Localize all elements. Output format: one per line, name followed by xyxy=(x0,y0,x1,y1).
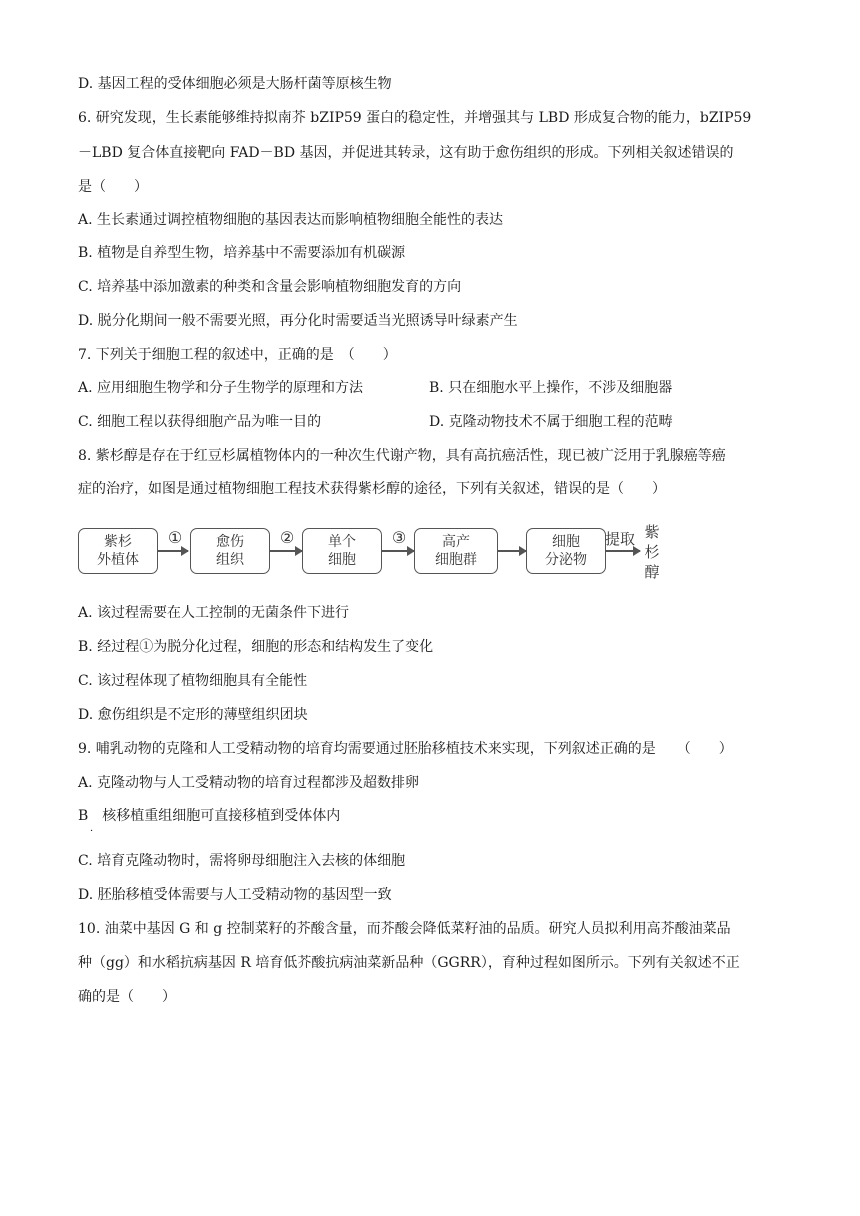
q6-option-c: C. 培养基中添加激素的种类和含量会影响植物细胞发育的方向 xyxy=(78,279,462,295)
flow-box-single-cell: 单个 细胞 xyxy=(302,528,382,574)
flow-step-3-label: ③ xyxy=(391,528,407,547)
flow-arrow-2 xyxy=(270,550,302,552)
q9-option-b-dot: ． xyxy=(90,823,100,834)
q10-stem-line1: 10. 油菜中基因 G 和 g 控制菜籽的芥酸含量，而芥酸会降低菜籽油的品质。研究人员拟利用高芥酸油菜品 xyxy=(78,921,731,937)
q8-option-b: B. 经过程①为脱分化过程，细胞的形态和结构发生了变化 xyxy=(78,639,434,655)
q5-option-d: D. 基因工程的受体细胞必须是大肠杆菌等原核生物 xyxy=(78,76,392,92)
q8-option-a: A. 该过程需要在人工控制的无菌条件下进行 xyxy=(78,605,350,621)
q6-stem-line2: －LBD 复合体直接靶向 FAD－BD 基因，并促进其转录，这有助于愈伤组织的形成。下列相关叙述错误的 xyxy=(78,145,734,161)
q7-option-a: A. 应用细胞生物学和分子生物学的原理和方法 xyxy=(78,380,364,396)
flow-step-1-label: ① xyxy=(167,528,183,547)
q10-stem-line3: 确的是（ ） xyxy=(78,989,176,1005)
flow-arrow-4 xyxy=(498,550,526,552)
q7-option-c: C. 细胞工程以获得细胞产品为唯一目的 xyxy=(78,414,322,430)
flow-arrow-1 xyxy=(158,550,188,552)
flow-step-2-label: ② xyxy=(279,528,295,547)
q8-stem-line2: 症的治疗，如图是通过植物细胞工程技术获得紫杉醇的途径，下列有关叙述，错误的是（ ） xyxy=(78,481,666,497)
q8-option-c: C. 该过程体现了植物细胞具有全能性 xyxy=(78,673,308,689)
q9-option-b: B 核移植重组细胞可直接移植到受体体内 xyxy=(78,808,341,824)
q6-option-a: A. 生长素通过调控植物细胞的基因表达而影响植物细胞全能性的表达 xyxy=(78,212,504,228)
q7-option-b: B. 只在细胞水平上操作，不涉及细胞器 xyxy=(429,380,673,396)
q9-option-a: A. 克隆动物与人工受精动物的培育过程都涉及超数排卵 xyxy=(78,775,420,791)
flow-box-explant: 紫杉 外植体 xyxy=(78,528,158,574)
q8-stem-line1: 8. 紫杉醇是存在于红豆杉属植物体内的一种次生代谢产物，具有高抗癌活性，现已被广泛用于乳腺癌等癌 xyxy=(78,448,726,464)
q6-stem-line1: 6. 研究发现，生长素能够维持拟南芥 bZIP59 蛋白的稳定性，并增强其与 LBD 形成复合物的能力，bZIP59 xyxy=(78,110,752,126)
q8-option-d: D. 愈伤组织是不定形的薄壁组织团块 xyxy=(78,707,308,723)
q7-option-d: D. 克隆动物技术不属于细胞工程的范畴 xyxy=(429,414,673,430)
flow-box-high-yield-cells: 高产 细胞群 xyxy=(414,528,498,574)
flow-arrow-5 xyxy=(606,550,640,552)
flow-arrow-3 xyxy=(382,550,414,552)
flow-final-taxol: 紫 杉 醇 xyxy=(644,523,660,581)
flow-extract-label: 提取 xyxy=(604,530,635,548)
taxol-flow-diagram xyxy=(78,522,678,586)
q10-stem-line2: 种（gg）和水稻抗病基因 R 培育低芥酸抗病油菜新品种（GGRR），育种过程如图所示。下列有关叙述不正 xyxy=(78,955,740,971)
q6-option-d: D. 脱分化期间一般不需要光照，再分化时需要适当光照诱导叶绿素产生 xyxy=(78,313,518,329)
q7-stem: 7. 下列关于细胞工程的叙述中，正确的是 （ ） xyxy=(78,347,397,363)
flow-box-callus: 愈伤 组织 xyxy=(190,528,270,574)
flow-box-secretion: 细胞 分泌物 xyxy=(526,528,606,574)
q6-option-b: B. 植物是自养型生物，培养基中不需要添加有机碳源 xyxy=(78,245,406,261)
q9-stem: 9. 哺乳动物的克隆和人工受精动物的培育均需要通过胚胎移植技术来实现，下列叙述正确的是 （ ） xyxy=(78,741,733,757)
q6-stem-line3: 是（ ） xyxy=(78,179,148,195)
q9-option-c: C. 培育克隆动物时，需将卵母细胞注入去核的体细胞 xyxy=(78,853,406,869)
q9-option-d: D. 胚胎移植受体需要与人工受精动物的基因型一致 xyxy=(78,887,392,903)
